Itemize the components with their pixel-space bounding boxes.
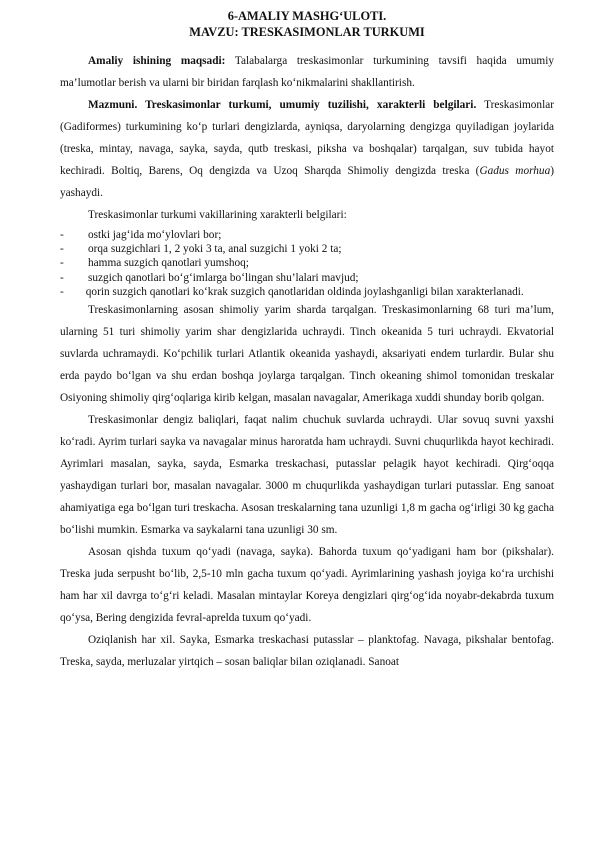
list-item: - suzgich qanotlari bo‘g‘imlarga bo‘lingan shu’lalari mavjud; [60, 271, 359, 284]
document-page [60, 8, 554, 673]
topic-title: MAVZU: TRESKASIMONLAR TURKUMI [189, 25, 425, 39]
features-list [60, 228, 554, 299]
species-name: Gadus morhua [479, 165, 551, 177]
features-intro: Treskasimonlar turkumi vakillarining xarakterli belgilari: [88, 209, 347, 221]
body-paragraph: Oziqlanish har xil. Sayka, Esmarka treskachasi putasslar – planktofag. Navaga, pikshalar bentofag. Treska, sayda, merluzalar yirtqich – sosan baliqlar bilan oziqlanadi. Sanoat [60, 634, 554, 669]
body-paragraph: Treskasimonlarning asosan shimoliy yarim sharda tarqalgan. Treskasimonlarning 68 turi ma’lum, ularning 51 turi shimoliy yarim shar dengizlarida uchraydi. Tinch okeanida 5 turi uchraydi. Ekvatorial suvlarda uchramaydi. Ko‘pchilik turlari Atlantik okeanida yashaydi, aksariyati endem turlardir. Bular shu erda paydo bo‘lgan va shu erdan boshqa joylarga tarqalgan. Tinch okeaning shimol tomonidan treskalar Osiyoning shimoliy qirg‘oqlariga kirib kelgan, masalan navagalar, Amerikaga xuddi shunday borib qolgan. [60, 304, 554, 405]
body-paragraph: Asosan qishda tuxum qo‘yadi (navaga, sayka). Bahorda tuxum qo‘yadigani ham bor (pikshalar). Treska juda serpusht bo‘lib, 2,5-10 mln gacha tuxum qo‘yadi. Ayrimlarining yashash joyiga ko‘ra urchishi ham har xil davrga to‘g‘ri keladi. Masalan mintaylar Koreya dengizlari qirg‘og‘ida noyabr-dekabrda tuxum qo‘ysa, Bering dengizida fevral-aprelda tuxum qo‘yadi. [60, 546, 554, 625]
body-paragraph: Treskasimonlar dengiz baliqlari, faqat nalim chuchuk suvlarda uchraydi. Ular sovuq suvni yaxshi ko‘radi. Ayrim turlari sayka va navagalar minus haroratda ham uchraydi. Suvni chuqurlikda hayot kechiradi. Ayrimlari masalan, sayka, sayda, Esmarka treskachasi, putasslar pelagik hayot kechiradi. Qirg‘oqqa yashaydigan turlari bor, masalan navagalar. 3000 m chuqurlikda yashaydigan turlari putasslar. Eng sanoat ahamiyatiga ega bo‘lgan turi treskacha. Asosan treskalarning tana uzunligi 1,8 m gacha og‘irligi 30 kg gacha bo‘lishi mumkin. Esmarka va saykalarni tana uzunligi 30 sm. [60, 414, 554, 537]
dash-bullet: - [60, 243, 64, 256]
dash-bullet: - [60, 229, 64, 241]
content-label: Mazmuni. Treskasimonlar turkumi, umumiy tuzilishi, xarakterli belgilari. [88, 99, 477, 111]
aim-paragraph [60, 50, 554, 94]
list-item: - orqa suzgichlari 1, 2 yoki 3 ta, anal suzgichi 1 yoki 2 ta; [60, 243, 342, 256]
list-item: - qorin suzgich qanotlari ko‘krak suzgich qanotlaridan oldinda joylashganligi bilan xarakterlanadi. [60, 285, 524, 298]
lesson-title: 6-AMALIY MASHG‘ULOTI. [227, 9, 387, 23]
dash-bullet: - [60, 285, 64, 298]
content-text-2: ) yashaydi. [60, 165, 554, 199]
aim-label: Amaliy ishining maqsadi: [88, 55, 226, 67]
list-item: - hamma suzgich qanotlari yumshoq; [60, 257, 249, 270]
aim-text: Talabalarga treskasimonlar turkumining tavsifi haqida umumiy ma’lumotlar berish va ularni bir biridan farqlash ko‘nikmalarini shakllantirish. [60, 55, 554, 89]
list-item: - ostki jag‘ida mo‘ylovlari bor; [60, 229, 222, 241]
content-text-1: Treskasimonlar (Gadiformes) turkumining ko‘p turlari dengizlarda, ayniqsa, daryolarning dengizga quyiladigan joylarida (treska, mintay, navaga, sayka, sayda, qutb treskasi, piksha va boshqalar) tarqalgan, suv tubida hayot kechiradi. Boltiq, Barens, Oq dengizda va Uzoq Sharqda Shimoliy dengizda treska ( [60, 99, 554, 177]
content-paragraph [60, 94, 554, 204]
dash-bullet: - [60, 271, 64, 284]
dash-bullet: - [60, 257, 64, 270]
